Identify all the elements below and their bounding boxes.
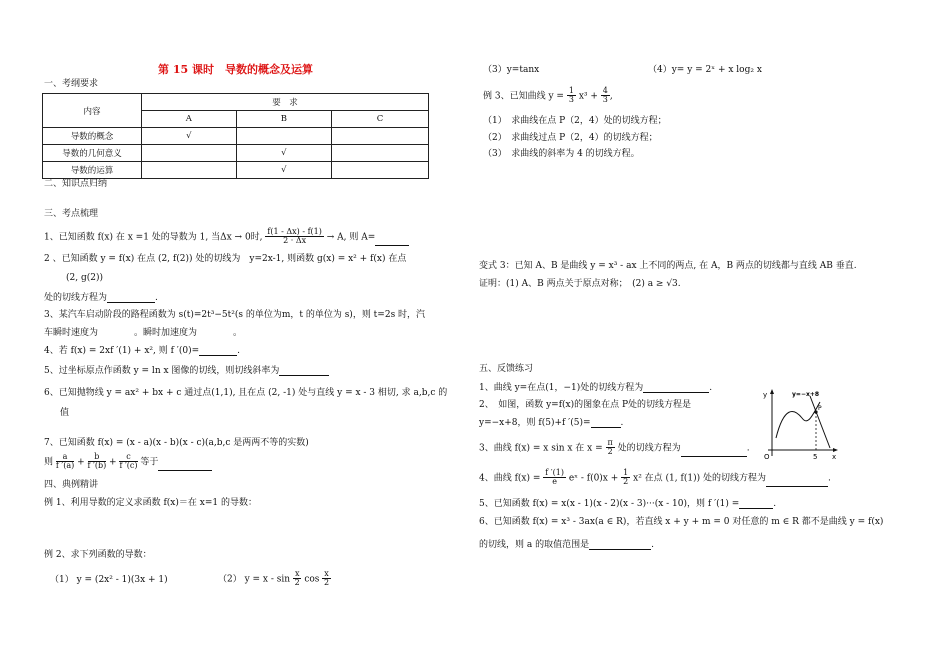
ex2-2-num-2: x xyxy=(324,569,329,578)
q7-den-b: f ′(b) xyxy=(87,461,107,471)
question-4: 4、若 f(x) = 2xf ′(1) + x², 则 f ′(0)= . xyxy=(44,346,240,356)
table-cell xyxy=(331,145,428,162)
tangent-line-label: y=−x+8 xyxy=(792,391,820,398)
point-p-label: P xyxy=(818,405,822,412)
table-cell: √ xyxy=(236,162,331,179)
answer-blank xyxy=(199,346,237,356)
q7-den-c: f ′(c) xyxy=(119,461,138,471)
ex3-text: 例 3、已知曲线 xyxy=(483,91,546,102)
answer-blank xyxy=(739,499,773,509)
q7-eq: 等于 xyxy=(140,457,159,468)
q1-text-b: → A, 则 A= xyxy=(326,232,376,243)
q7-den-a: f ′(a) xyxy=(55,461,75,471)
q2-text-c: 处的切线方程为 xyxy=(44,293,108,303)
answer-blank xyxy=(766,477,828,487)
table-row xyxy=(43,145,429,162)
q5-text: 5、过坐标原点作函数 y = ln x 图像的切线，则切线斜率为 xyxy=(44,366,280,376)
table-row xyxy=(43,162,429,179)
table-header-requirements: 要 求 xyxy=(142,94,429,111)
example-3: 例 3、已知曲线 y = $\frac{1}{3}$ x³ + $\frac{4}{3}$ , xyxy=(483,86,613,105)
ex2-2-den-1: 2 xyxy=(294,578,300,588)
ex3-den-1: 3 xyxy=(568,95,574,105)
example-3-item-3: （3） 求曲线的斜率为 4 的切线方程。 xyxy=(483,149,640,159)
ex2-2-fraction-1 xyxy=(293,570,302,588)
feedback-4: 4、曲线 f(x) = $\frac{f '(1)}{e}$ eˣ - f(0)x + $\frac{1}{2}$ x² 在点 (1, f(1)) 处的切线方程为 . xyxy=(479,468,831,487)
feedback-5: 5、已知函数 f(x) = x(x - 1)(x - 2)(x - 3)···(x - 10)，则 f ′(1) = . xyxy=(479,499,777,509)
feedback-6-line2: 的切线，则 a 的取值范围是 . xyxy=(479,540,654,550)
q1-fraction xyxy=(265,228,323,246)
example-3-item-2: （2） 求曲线过点 P（2，4）的切线方程； xyxy=(483,133,658,143)
section-heading-1: 一、考纲要求 xyxy=(44,79,99,89)
question-2-line1: 2 、已知函数 y = f(x) 在点 (2, f(2)) 处的切线为 y=2x-1, 则函数 g(x) = x² + f(x) 在点 xyxy=(44,254,407,264)
f4-text-c: x² 在点 (1, f(1)) 处的切线方程为 xyxy=(633,473,766,484)
ex2-2-fraction-2 xyxy=(322,570,331,588)
requirements-table xyxy=(42,93,429,179)
answer-blank xyxy=(643,383,709,393)
x-axis-arrow xyxy=(833,448,838,452)
question-3-line1: 3、某汽车启动阶段的路程函数为 s(t)=2t³−5t²(s 的单位为m，t 的单位为 s)，则 t=2s 时，汽 xyxy=(44,310,426,320)
variant-3-line2: 证明：(1) A、B 两点关于原点对称； (2) a ≥ √3. xyxy=(479,279,681,289)
f2-text: y=−x+8，则 f(5)+f ′(5)= xyxy=(479,418,591,428)
table-cell: √ xyxy=(142,128,237,145)
table-col-a: A xyxy=(142,111,237,128)
tangent-line xyxy=(810,396,830,448)
example-2-part-2 xyxy=(218,570,331,588)
section-heading-5: 五、反馈练习 xyxy=(479,364,534,374)
answer-blank xyxy=(279,366,329,376)
section-heading-4: 四、典例精讲 xyxy=(44,480,99,490)
answer-blank xyxy=(591,418,621,428)
question-5 xyxy=(44,366,329,376)
f4-text-a: 4、曲线 f(x) = xyxy=(479,473,541,484)
function-graph-figure xyxy=(758,386,840,462)
question-6-line2: 值 xyxy=(60,408,70,418)
q7-num-b: b xyxy=(88,453,107,462)
table-col-b: B xyxy=(236,111,331,128)
page-title: 第 15 课时 导数的概念及运算 xyxy=(158,63,313,76)
q7-fraction-c xyxy=(119,453,137,471)
f4-den-1: e xyxy=(552,477,557,487)
table-cell xyxy=(236,128,331,145)
f3-fraction xyxy=(606,439,615,457)
table-cell xyxy=(142,145,237,162)
variant-3-line1: 变式 3：已知 A、B 是曲线 y = x³ - ax 上不同的两点, 在 A，B 两点的切线都与直线 AB 垂直. xyxy=(479,261,857,271)
f4-num-2: 1 xyxy=(623,468,629,477)
section-heading-3: 三、考点梳理 xyxy=(44,209,99,219)
x-five-label: 5 xyxy=(813,453,818,461)
f5-text: 5、已知函数 f(x) = x(x - 1)(x - 2)(x - 3)···(x - 10)，则 f ′(1) = xyxy=(479,499,740,509)
table-cell: 导数的概念 xyxy=(43,128,142,145)
table-cell: 导数的几何意义 xyxy=(43,145,142,162)
f6-text: 的切线，则 a 的取值范围是 xyxy=(479,540,590,550)
function-curve xyxy=(776,402,820,438)
f4-text-b: eˣ - f(0)x + xyxy=(568,473,619,484)
answer-blank xyxy=(158,461,212,471)
table-cell xyxy=(331,128,428,145)
q7-fraction-b xyxy=(88,453,107,471)
f4-fraction-2 xyxy=(621,469,630,487)
table-row xyxy=(43,128,429,145)
q7-num-c: c xyxy=(119,453,137,462)
section-heading-2: 二、知识点归纳 xyxy=(44,179,108,189)
q1-numerator: f(1 - Δx) - f(1) xyxy=(267,227,322,236)
f4-num-1: f ′(1) xyxy=(545,468,564,477)
answer-blank xyxy=(589,540,651,550)
feedback-2-line2: y=−x+8，则 f(5)+f ′(5)= . xyxy=(479,418,624,428)
answer-blank xyxy=(375,236,409,246)
ex2-2-den-2: 2 xyxy=(324,578,330,588)
x-axis-label: x xyxy=(832,453,837,461)
f3-den: 2 xyxy=(607,447,613,457)
ex3-fraction-1 xyxy=(567,87,576,105)
question-7-line2: 则 $\frac{a}{f '(a)}$ + $\frac{b}{f '(b)}$ + $\frac{c}{f '(c)}$ 等于 xyxy=(44,453,212,471)
feedback-2-line1: 2、 如图，函数 y=f(x)的图象在点 P处的切线方程是 xyxy=(479,400,692,410)
feedback-3: 3、曲线 f(x) = x sin x 在 x = $\frac{\pi}{2}$ 处的切线方程为 . xyxy=(479,438,750,457)
f3-num: π xyxy=(607,438,613,447)
f4-fraction-1 xyxy=(543,469,566,487)
ex3-den-2: 3 xyxy=(602,95,608,105)
f3-text-b: 处的切线方程为 xyxy=(617,443,681,454)
q7-num-a: a xyxy=(56,453,74,462)
example-3-item-1: （1） 求曲线在点 P（2，4）处的切线方程； xyxy=(483,116,667,126)
f3-text-a: 3、曲线 f(x) = x sin x 在 x = xyxy=(479,443,603,454)
example-2: 例 2、求下列函数的导数： xyxy=(44,550,152,560)
y-axis-arrow xyxy=(770,389,774,394)
question-2-line3: 处的切线方程为 . xyxy=(44,293,158,303)
ex2-2-text-a: （2） y = x - sin xyxy=(218,574,291,585)
feedback-6-line1: 6、已知函数 f(x) = x³ - 3ax(a ∈ R)，若直线 x + y + m = 0 对任意的 m ∈ R 都不是曲线 y = f(x) xyxy=(479,517,884,527)
ex3-fraction-2 xyxy=(601,87,610,105)
question-3-line2: 车瞬时速度为 。瞬时加速度为 。 xyxy=(44,328,243,338)
question-1 xyxy=(44,228,409,246)
f4-den-2: 2 xyxy=(623,477,629,487)
y-axis-label: y xyxy=(763,391,768,399)
ex2-2-text-b: cos xyxy=(304,574,320,585)
q7-fraction-a xyxy=(56,453,74,471)
example-2-part-4: （4）y= y = 2ˣ + x log₂ x xyxy=(648,65,762,75)
f1-text: 1、曲线 y=在点(1，−1)处的切线方程为 xyxy=(479,383,644,393)
question-6-line1: 6、已知抛物线 y = ax² + bx + c 通过点(1,1), 且在点 (2, -1) 处与直线 y = x - 3 相切, 求 a,b,c 的 xyxy=(44,388,448,398)
feedback-1: 1、曲线 y=在点(1，−1)处的切线方程为 . xyxy=(479,383,713,393)
ex3-num-2: 4 xyxy=(602,86,608,95)
table-col-c: C xyxy=(331,111,428,128)
table-cell: 导数的运算 xyxy=(43,162,142,179)
table-cell xyxy=(142,162,237,179)
origin-label: O xyxy=(764,453,770,461)
q1-text-a: 1、已知函数 f(x) 在 x =1 处的导数为 1, 当Δx → 0时, xyxy=(44,232,263,243)
q1-denominator: 2 · Δx xyxy=(283,236,307,246)
question-7-line1: 7、已知函数 f(x) = (x - a)(x - b)(x - c)(a,b,c 是两两不等的实数) xyxy=(44,438,309,448)
ex3-num-1: 1 xyxy=(568,86,574,95)
q7-then: 则 xyxy=(44,457,54,468)
q4-text: 4、若 f(x) = 2xf ′(1) + x², 则 f ′(0)= xyxy=(44,346,200,356)
ex2-2-num-1: x xyxy=(294,569,300,578)
answer-blank xyxy=(681,447,747,457)
example-2-part-1: （1） y = (2x² - 1)(3x + 1) xyxy=(50,575,168,585)
table-cell xyxy=(331,162,428,179)
table-cell: √ xyxy=(236,145,331,162)
answer-blank xyxy=(107,293,155,303)
question-2-point: (2, g(2)) xyxy=(66,273,103,283)
example-2-part-3: （3）y=tanx xyxy=(483,65,540,75)
table-header-content: 内容 xyxy=(43,94,142,128)
example-1: 例 1、利用导数的定义求函数 f(x)＝在 x=1 的导数： xyxy=(44,498,257,508)
